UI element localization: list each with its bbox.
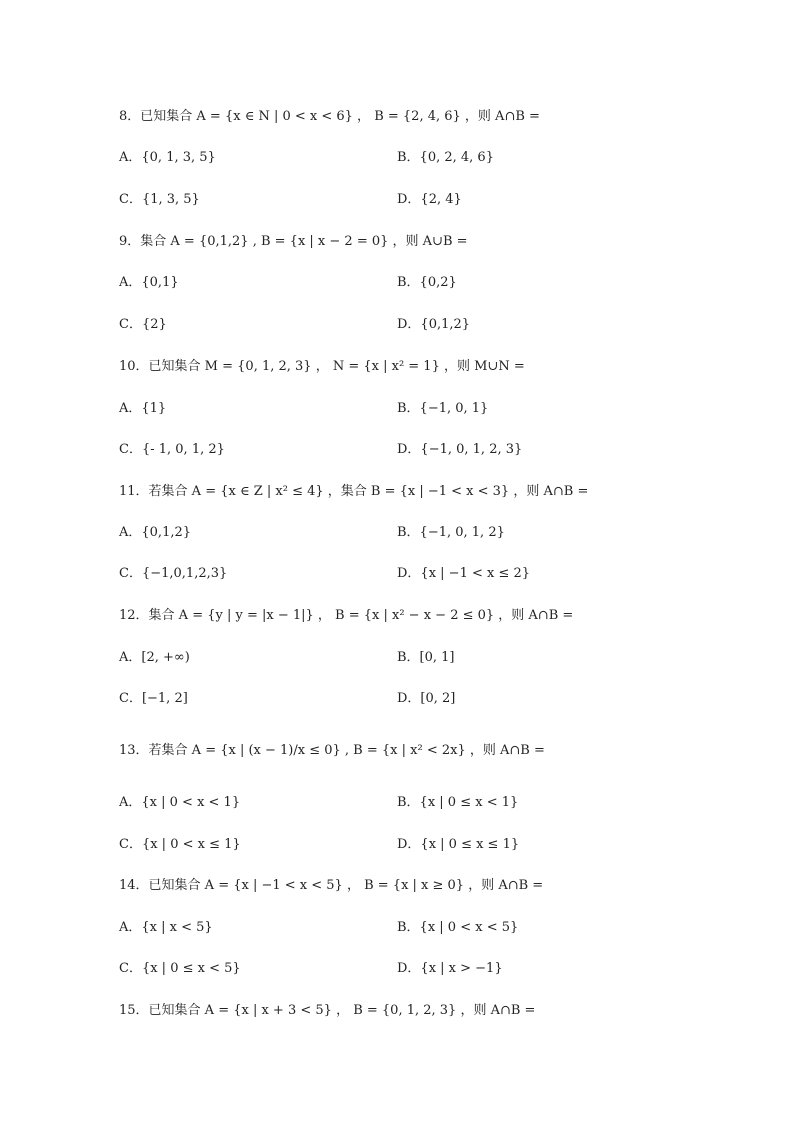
question-8 [119,109,540,125]
question-number: 10． [119,359,149,374]
option-c: C．{2} [119,317,167,332]
question-15 [119,1003,535,1019]
question-10 [119,359,525,375]
option-d: D．[0, 2] [397,691,456,706]
question-11 [119,484,588,500]
option-d: D．{0,1,2} [397,317,471,332]
option-c: C．[−1, 2] [119,691,188,706]
question-stem: 集合 A = {0,1,2} , B = {x | x − 2 = 0} ，则 A∪B = [140,234,468,249]
option-a: A．{x | x < 5} [119,920,213,935]
option-c: C．{1, 3, 5} [119,192,200,207]
question-stem: 若集合 A = {x | (x − 1)/x ≤ 0} , B = {x | x² < 2x} ，则 A∩B = [148,743,545,758]
question-stem: 已知集合 A = {x | x + 3 < 5} ， B = {0, 1, 2, 3} ，则 A∩B = [148,1003,536,1018]
option-b: B．{x | 0 ≤ x < 1} [397,795,519,810]
option-c: C．{−1,0,1,2,3} [119,566,228,581]
question-stem: 已知集合 A = {x | −1 < x < 5} ， B = {x | x ≥ 0} ，则 A∩B = [148,878,544,893]
question-stem: 集合 A = {y | y = |x − 1|} ， B = {x | x² − x − 2 ≤ 0} ，则 A∩B = [148,608,574,623]
option-b: B．[0, 1] [397,650,455,665]
option-b: B．{−1, 0, 1, 2} [397,525,505,540]
option-c: C．{x | 0 < x ≤ 1} [119,837,241,852]
option-a: A．[2, +∞) [119,650,190,665]
option-d: D．{−1, 0, 1, 2, 3} [397,442,523,457]
question-number: 9． [119,234,141,249]
option-b: B．{0, 2, 4, 6} [397,150,494,165]
option-c: C．{- 1, 0, 1, 2} [119,442,225,457]
option-c: C．{x | 0 ≤ x < 5} [119,961,241,976]
option-d: D．{x | 0 ≤ x ≤ 1} [397,837,520,852]
question-13 [119,743,545,759]
option-a: A．{0, 1, 3, 5} [119,150,216,165]
question-9 [119,234,468,250]
question-number: 11． [119,484,149,499]
option-a: A．{0,1} [119,275,179,290]
option-b: B．{x | 0 < x < 5} [397,920,519,935]
option-d: D．{x | −1 < x ≤ 2} [397,566,531,581]
option-a: A．{1} [119,401,167,416]
question-number: 8． [119,109,141,124]
option-a: A．{0,1,2} [119,525,192,540]
question-stem: 若集合 A = {x ∈ Z | x² ≤ 4} ，集合 B = {x | −1 < x < 3} ，则 A∩B = [148,484,589,499]
option-a: A．{x | 0 < x < 1} [119,795,241,810]
option-b: B．{−1, 0, 1} [397,401,489,416]
question-stem: 已知集合 A = {x ∈ N | 0 < x < 6} ， B = {2, 4, 6} ，则 A∩B = [140,109,540,124]
question-number: 13． [119,743,149,758]
option-d: D．{x | x > −1} [397,961,503,976]
question-14 [119,878,543,894]
question-number: 14． [119,878,149,893]
option-b: B．{0,2} [397,275,457,290]
question-stem: 已知集合 M = {0, 1, 2, 3} ， N = {x | x² = 1} ，则 M∪N = [148,359,525,374]
question-12 [119,608,573,624]
question-number: 12． [119,608,149,623]
question-number: 15． [119,1003,149,1018]
option-d: D．{2, 4} [397,192,462,207]
